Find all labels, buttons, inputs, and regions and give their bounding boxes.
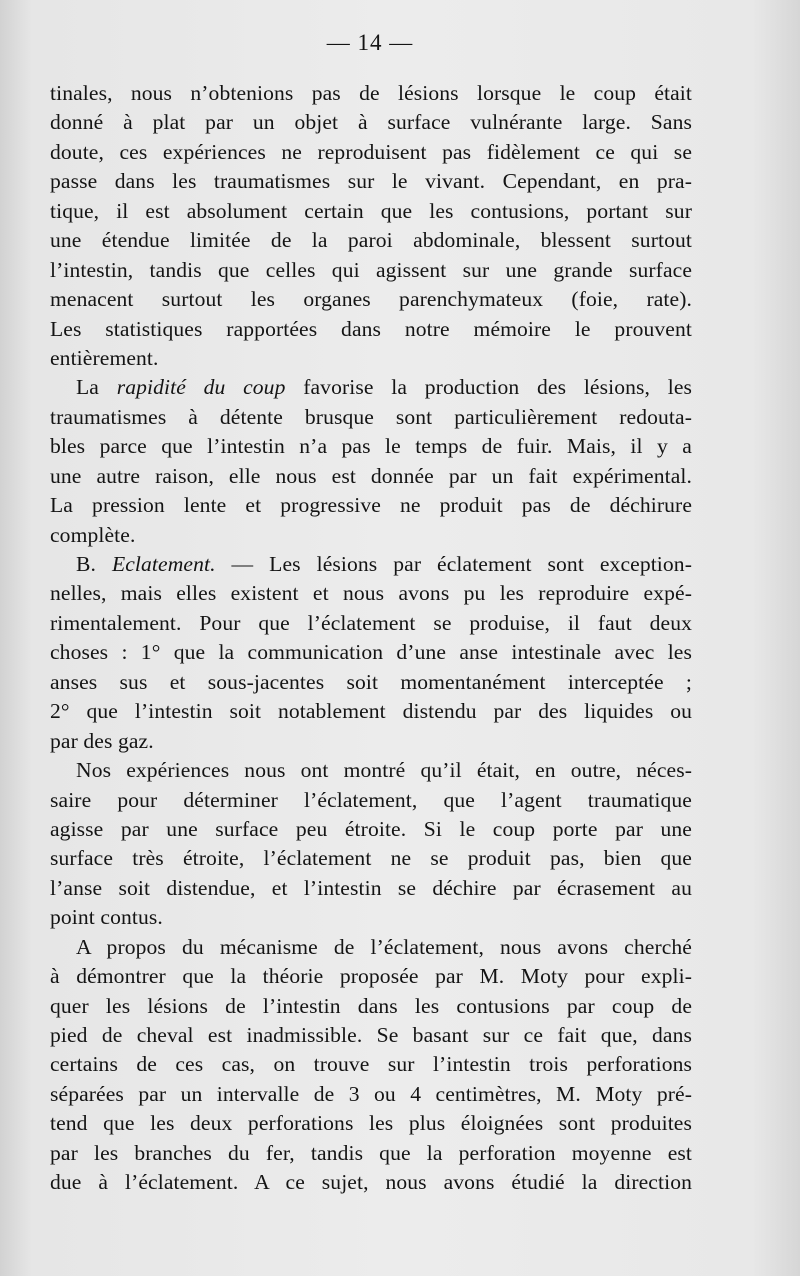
text-line: tend que les deux perforations les plus éloignées sont produites: [50, 1111, 692, 1136]
text-line: à démontrer que la théorie proposée par M. Moty pour expli-: [50, 964, 692, 989]
text-line: point contus.: [50, 905, 163, 930]
text-line: due à l’éclatement. A ce sujet, nous avons étudié la direction: [50, 1170, 692, 1195]
text-line: traumatismes à détente brusque sont particulièrement redouta-: [50, 404, 692, 429]
text-line: une étendue limitée de la paroi abdominale, blessent surtout: [50, 228, 692, 253]
text-line: saire pour déterminer l’éclatement, que l’agent traumatique: [50, 787, 692, 812]
paragraph-lead: La: [76, 375, 117, 400]
text-line: agisse par une surface peu étroite. Si le coup porte par une: [50, 816, 692, 841]
text-line: [50, 373, 692, 402]
text-line: bles parce que l’intestin n’a pas le temps de fuir. Mais, il y a: [50, 434, 692, 459]
emphasis-term: rapidité du coup: [116, 375, 286, 400]
paragraph-3: [50, 550, 692, 756]
text-line: passe dans les traumatismes sur le vivant. Cependant, en pra-: [50, 169, 692, 194]
text-line: menacent surtout les organes parenchymateux (foie, rate).: [50, 287, 692, 312]
body-text: [50, 79, 692, 1198]
paragraph-1: [50, 79, 692, 373]
page-number: — 14 —: [326, 30, 414, 55]
text-line: Nos expériences nous ont montré qu’il était, en outre, néces-: [76, 758, 692, 783]
text-run: — Les lésions par éclatement sont exception-: [215, 552, 692, 576]
text-line: complète.: [50, 522, 136, 547]
text-line: l’intestin, tandis que celles qui agissent sur une grande surface: [50, 257, 692, 282]
text-line: Les statistiques rapportées dans notre mémoire le prouvent: [50, 316, 692, 341]
text-line: quer les lésions de l’intestin dans les contusions par coup de: [50, 993, 692, 1018]
text-run: favorise la production des lésions, les: [285, 375, 692, 400]
text-line: séparées par un intervalle de 3 ou 4 centimètres, M. Moty pré-: [50, 1081, 692, 1106]
paragraph-5: [50, 933, 692, 1198]
paragraph-lead: B.: [76, 552, 112, 576]
text-line: l’anse soit distendue, et l’intestin se déchire par écrasement au: [50, 875, 692, 900]
text-line: entièrement.: [50, 345, 159, 370]
text-line: A propos du mécanisme de l’éclatement, nous avons cherché: [76, 934, 692, 959]
text-line: certains de ces cas, on trouve sur l’intestin trois perforations: [50, 1052, 692, 1077]
text-line: tinales, nous n’obtenions pas de lésions lorsque le coup était: [50, 81, 692, 105]
text-line: doute, ces expériences ne reproduisent pas fidèlement ce qui se: [50, 139, 692, 164]
text-line: anses sus et sous-jacentes soit momentanément interceptée ;: [50, 669, 692, 694]
text-line: par les branches du fer, tandis que la perforation moyenne est: [50, 1140, 692, 1165]
text-line: par des gaz.: [50, 728, 154, 753]
text-line: surface très étroite, l’éclatement ne se produit pas, bien que: [50, 846, 692, 871]
text-line: [50, 550, 692, 579]
text-line: une autre raison, elle nous est donnée par un fait expérimental.: [50, 463, 692, 488]
text-line: 2° que l’intestin soit notablement distendu par des liquides ou: [50, 699, 692, 724]
text-line: La pression lente et progressive ne produit pas de déchirure: [50, 493, 692, 518]
text-line: pied de cheval est inadmissible. Se basant sur ce fait que, dans: [50, 1023, 692, 1047]
text-line: choses : 1° que la communication d’une anse intestinale avec les: [50, 640, 692, 665]
text-line: tique, il est absolument certain que les contusions, portant sur: [50, 198, 692, 223]
section-heading: Eclatement.: [111, 552, 216, 576]
paragraph-2: [50, 373, 692, 550]
text-line: rimentalement. Pour que l’éclatement se produise, il faut deux: [50, 610, 692, 635]
text-line: donné à plat par un objet à surface vulnérante large. Sans: [50, 110, 692, 135]
paragraph-4: [50, 756, 692, 933]
text-line: nelles, mais elles existent et nous avons pu les reproduire expé-: [50, 581, 692, 606]
